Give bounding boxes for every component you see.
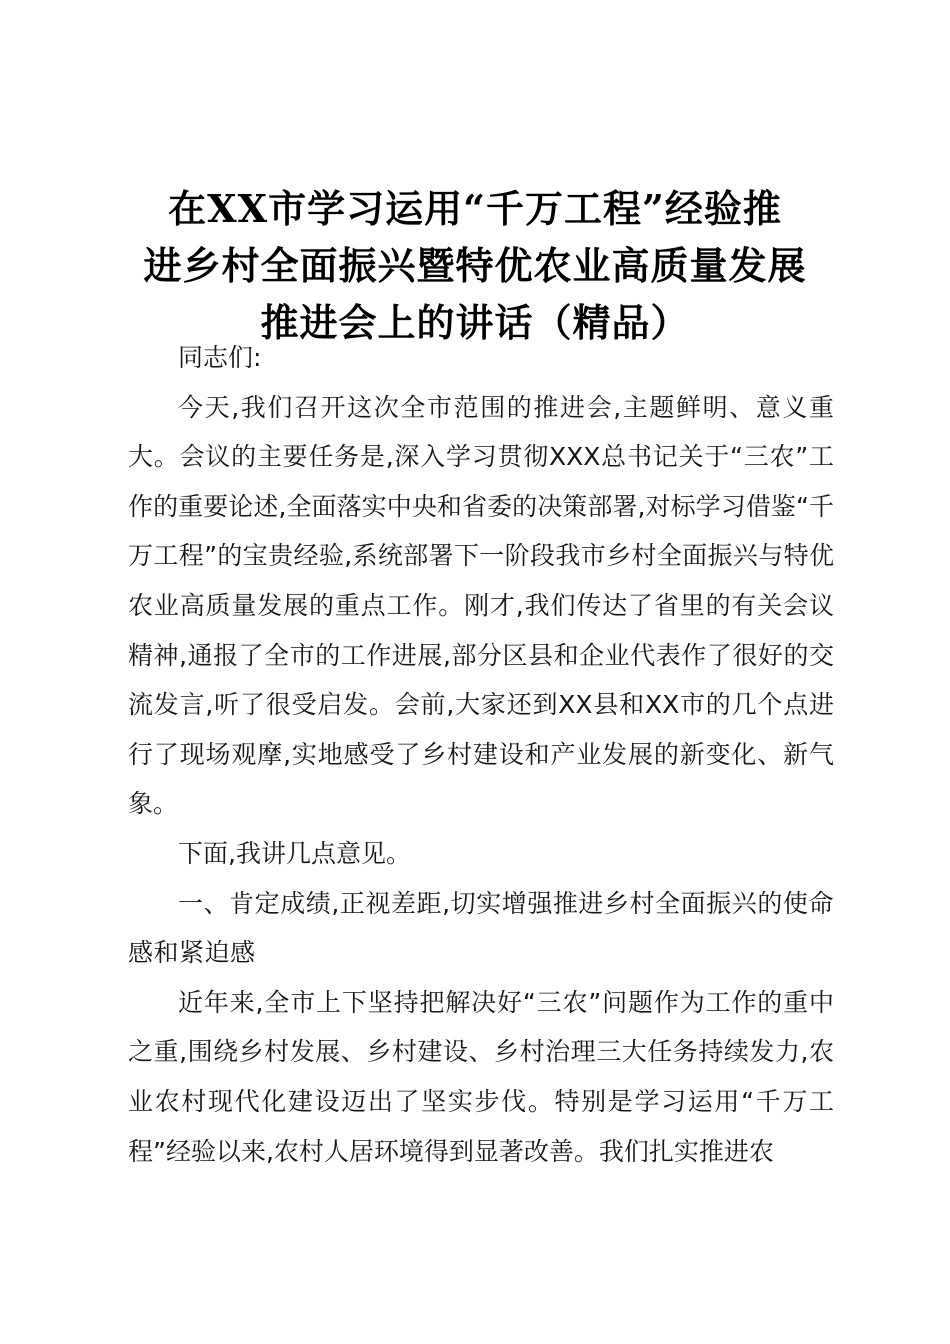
section-heading-1: 一、肯定成绩,正视差距,切实增强推进乡村全面振兴的使命感和紧迫感	[128, 888, 834, 968]
salutation: 同志们:	[178, 343, 262, 372]
title-line-2: 进乡村全面振兴暨特优农业高质量发展	[143, 243, 807, 288]
document-title	[110, 180, 840, 351]
title-line-3: 推进会上的讲话（精品）	[260, 300, 690, 345]
paragraph-transition: 下面,我讲几点意见。	[178, 838, 411, 868]
paragraph-achievements: 近年来,全市上下坚持把解决好“三农”问题作为工作的重中之重,围绕乡村发展、乡村建设、乡村治理三大任务持续发力,农业农村现代化建设迈出了坚实步伐。特别是学习运用“千万工程”经验以来,农村人居环境得到显著改善。我们扎实推进农	[128, 987, 834, 1166]
document-body	[128, 333, 834, 1176]
title-line-1: 在XX市学习运用“千万工程”经验推	[168, 186, 782, 231]
paragraph-intro: 今天,我们召开这次全市范围的推进会,主题鲜明、意义重大。会议的主要任务是,深入学习贯彻XXX总书记关于“三农”工作的重要论述,全面落实中央和省委的决策部署,对标学习借鉴“千万工程”的宝贵经验,系统部署下一阶段我市乡村全面振兴与特优农业高质量发展的重点工作。刚才,我们传达了省里的有关会议精神,通报了全市的工作进展,部分区县和企业代表作了很好的交流发言,听了很受启发。会前,大家还到XX县和XX市的几个点进行了现场观摩,实地感受了乡村建设和产业发展的新变化、新气象。	[128, 392, 834, 819]
